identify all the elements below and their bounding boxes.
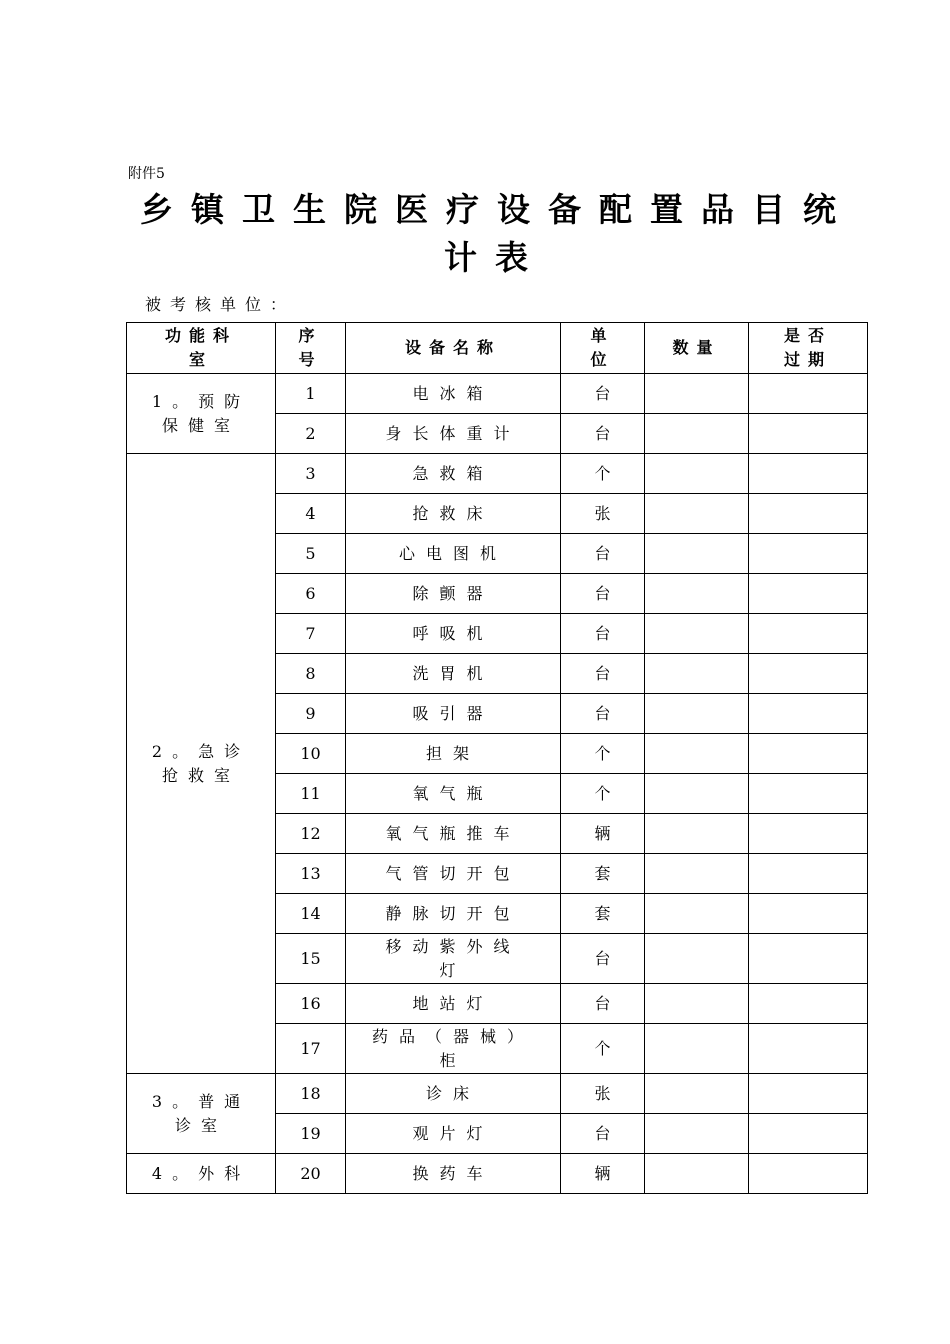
seq-cell: 14 [276, 894, 346, 934]
seq-cell: 1 [276, 374, 346, 414]
expired-cell[interactable] [749, 1024, 868, 1074]
seq-cell: 17 [276, 1024, 346, 1074]
seq-cell: 10 [276, 734, 346, 774]
unit-cell: 台 [561, 374, 645, 414]
expired-cell[interactable] [749, 414, 868, 454]
header-equipment-name: 设备名称 [346, 323, 561, 374]
unit-cell: 辆 [561, 1154, 645, 1194]
document-title-line2: 计表 [444, 238, 546, 277]
equipment-name-cell: 抢救床 [346, 494, 561, 534]
expired-cell[interactable] [749, 894, 868, 934]
equipment-name-cell: 担架 [346, 734, 561, 774]
document-title: 乡镇卫生院医疗设备配置品目统 [140, 190, 854, 229]
equipment-name-cell: 气管切开包 [346, 854, 561, 894]
unit-cell: 套 [561, 894, 645, 934]
quantity-cell[interactable] [645, 494, 749, 534]
unit-cell: 台 [561, 934, 645, 984]
assessed-unit-label: 被考核单位： [145, 295, 296, 314]
unit-cell: 套 [561, 854, 645, 894]
seq-cell: 13 [276, 854, 346, 894]
expired-cell[interactable] [749, 654, 868, 694]
expired-cell[interactable] [749, 934, 868, 984]
seq-cell: 15 [276, 934, 346, 984]
equipment-name-cell: 换药车 [346, 1154, 561, 1194]
seq-cell: 2 [276, 414, 346, 454]
seq-cell: 5 [276, 534, 346, 574]
expired-cell[interactable] [749, 454, 868, 494]
equipment-name-cell: 除颤器 [346, 574, 561, 614]
expired-cell[interactable] [749, 774, 868, 814]
seq-cell: 11 [276, 774, 346, 814]
seq-cell: 18 [276, 1074, 346, 1114]
expired-cell[interactable] [749, 734, 868, 774]
header-seq: 序 号 [276, 323, 346, 374]
dept-cell: 1。预防 保健室 [127, 374, 276, 454]
seq-cell: 9 [276, 694, 346, 734]
dept-cell: 4。外科 [127, 1154, 276, 1194]
equipment-name-cell: 急救箱 [346, 454, 561, 494]
unit-cell: 个 [561, 454, 645, 494]
quantity-cell[interactable] [645, 1074, 749, 1114]
quantity-cell[interactable] [645, 374, 749, 414]
equipment-table [126, 322, 868, 1194]
expired-cell[interactable] [749, 614, 868, 654]
expired-cell[interactable] [749, 694, 868, 734]
equipment-name-cell: 移动紫外线 灯 [346, 934, 561, 984]
expired-cell[interactable] [749, 814, 868, 854]
table-header-row [127, 323, 868, 374]
attachment-label: 附件5 [128, 166, 165, 182]
expired-cell[interactable] [749, 534, 868, 574]
quantity-cell[interactable] [645, 1154, 749, 1194]
unit-cell: 台 [561, 984, 645, 1024]
equipment-name-cell: 静脉切开包 [346, 894, 561, 934]
unit-cell: 张 [561, 1074, 645, 1114]
quantity-cell[interactable] [645, 1024, 749, 1074]
quantity-cell[interactable] [645, 734, 749, 774]
quantity-cell[interactable] [645, 534, 749, 574]
expired-cell[interactable] [749, 984, 868, 1024]
unit-cell: 个 [561, 734, 645, 774]
equipment-name-cell: 心电图机 [346, 534, 561, 574]
equipment-name-cell: 洗胃机 [346, 654, 561, 694]
table-row [127, 374, 868, 414]
quantity-cell[interactable] [645, 574, 749, 614]
unit-cell: 个 [561, 1024, 645, 1074]
seq-cell: 19 [276, 1114, 346, 1154]
quantity-cell[interactable] [645, 614, 749, 654]
equipment-name-cell: 电冰箱 [346, 374, 561, 414]
expired-cell[interactable] [749, 1154, 868, 1194]
quantity-cell[interactable] [645, 1114, 749, 1154]
equipment-name-cell: 氧气瓶 [346, 774, 561, 814]
seq-cell: 20 [276, 1154, 346, 1194]
unit-cell: 辆 [561, 814, 645, 854]
quantity-cell[interactable] [645, 854, 749, 894]
equipment-name-cell: 观片灯 [346, 1114, 561, 1154]
quantity-cell[interactable] [645, 654, 749, 694]
table-row [127, 1074, 868, 1114]
quantity-cell[interactable] [645, 694, 749, 734]
seq-cell: 12 [276, 814, 346, 854]
expired-cell[interactable] [749, 1114, 868, 1154]
table-row [127, 454, 868, 494]
equipment-name-cell: 身长体重计 [346, 414, 561, 454]
unit-cell: 个 [561, 774, 645, 814]
expired-cell[interactable] [749, 374, 868, 414]
seq-cell: 6 [276, 574, 346, 614]
equipment-name-cell: 地站灯 [346, 984, 561, 1024]
unit-cell: 台 [561, 534, 645, 574]
quantity-cell[interactable] [645, 894, 749, 934]
unit-cell: 台 [561, 694, 645, 734]
header-unit: 单 位 [561, 323, 645, 374]
quantity-cell[interactable] [645, 984, 749, 1024]
quantity-cell[interactable] [645, 414, 749, 454]
seq-cell: 4 [276, 494, 346, 534]
dept-cell: 3。普通 诊室 [127, 1074, 276, 1154]
expired-cell[interactable] [749, 574, 868, 614]
seq-cell: 3 [276, 454, 346, 494]
equipment-name-cell: 诊床 [346, 1074, 561, 1114]
quantity-cell[interactable] [645, 454, 749, 494]
quantity-cell[interactable] [645, 934, 749, 984]
quantity-cell[interactable] [645, 814, 749, 854]
dept-cell: 2。急诊 抢救室 [127, 454, 276, 1074]
equipment-name-cell: 氧气瓶推车 [346, 814, 561, 854]
quantity-cell[interactable] [645, 774, 749, 814]
header-expired: 是否 过期 [749, 323, 868, 374]
equipment-name-cell: 呼吸机 [346, 614, 561, 654]
expired-cell[interactable] [749, 854, 868, 894]
header-dept: 功能科 室 [127, 323, 276, 374]
unit-cell: 台 [561, 654, 645, 694]
table-row [127, 1154, 868, 1194]
unit-cell: 台 [561, 414, 645, 454]
equipment-name-cell: 吸引器 [346, 694, 561, 734]
expired-cell[interactable] [749, 494, 868, 534]
header-quantity: 数量 [645, 323, 749, 374]
seq-cell: 8 [276, 654, 346, 694]
unit-cell: 台 [561, 614, 645, 654]
equipment-name-cell: 药品（器械） 柜 [346, 1024, 561, 1074]
expired-cell[interactable] [749, 1074, 868, 1114]
unit-cell: 台 [561, 574, 645, 614]
unit-cell: 台 [561, 1114, 645, 1154]
seq-cell: 16 [276, 984, 346, 1024]
seq-cell: 7 [276, 614, 346, 654]
unit-cell: 张 [561, 494, 645, 534]
